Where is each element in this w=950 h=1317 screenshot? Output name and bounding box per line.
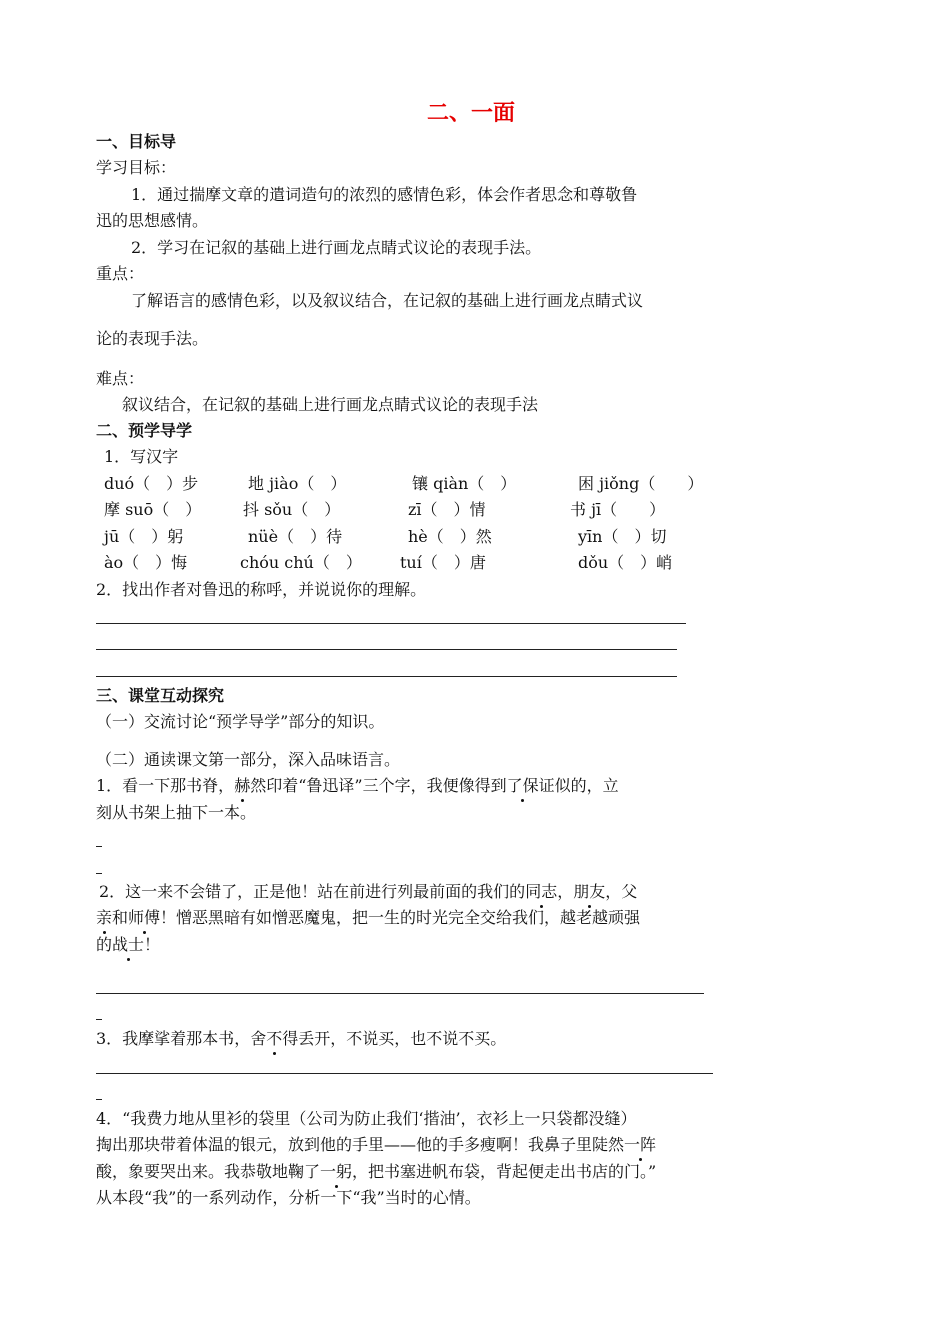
pinyin-cell: nüè（ ）待	[248, 527, 343, 546]
q4-text: 酸，象要哭出来。我恭敬地鞠了	[96, 1162, 321, 1181]
answer-blank[interactable]	[96, 873, 102, 874]
goal1-line1: 1．通过揣摩文章的遣词造句的浓烈的感情色彩，体会作者思念和尊敬鲁	[131, 185, 638, 204]
emphasis-mark: 赫	[234, 776, 251, 795]
section3-heading: 三、课堂互动探究	[96, 686, 225, 705]
emphasis-mark: 师傅	[128, 908, 161, 927]
q4-line1: 4．“我费力地从里衫的袋里（公司为防止我们‘揩油’，衣衫上一只袋都没缝）	[96, 1109, 637, 1128]
q2-text: ！憎恶黑暗有如憎恶魔鬼，把一生的时光完全交给我们，越老越顽强	[160, 908, 641, 927]
key-line1: 了解语言的感情色彩，以及叙议结合，在记叙的基础上进行画龙点睛式议	[131, 291, 644, 310]
emphasis-mark: 同志	[525, 882, 558, 901]
answer-line[interactable]	[96, 993, 704, 994]
q3-line	[96, 1029, 506, 1049]
q2-text: 的	[96, 935, 113, 954]
q4-text: 掏出那块带着体温的银元，放到他的手里——他的手多瘦啊！我鼻子里陡然	[96, 1135, 625, 1154]
answer-line[interactable]	[96, 676, 677, 677]
q1-text: 1．看一下那书脊，	[96, 776, 235, 795]
emphasis-mark: 朋友	[573, 882, 606, 901]
page-title: 二、一面	[427, 101, 516, 126]
q4-line4: 从本段“我”的一系列动作，分析一下“我”当时的心情。	[96, 1188, 481, 1207]
pinyin-cell: yīn（ ）切	[578, 527, 667, 546]
answer-blank[interactable]	[96, 1019, 102, 1020]
answer-line[interactable]	[96, 1073, 713, 1074]
q1-line1	[96, 776, 619, 796]
q3-text: 丢开，不说买，也不说不买。	[298, 1029, 507, 1048]
q2-line1	[99, 882, 637, 902]
pinyin-cell: 镶 qiàn（ ）	[412, 474, 517, 493]
emphasis-mark: 舍不得	[250, 1029, 299, 1048]
q1-line2: 刻从书架上抽下一本。	[96, 803, 257, 822]
q2-line3	[96, 935, 160, 955]
emphasis-mark: 一躬	[320, 1162, 353, 1181]
pinyin-cell: ào（ ）悔	[104, 553, 188, 572]
q4-line3	[96, 1162, 656, 1182]
emphasis-mark: 像得到了保证似的	[458, 776, 587, 795]
pinyin-cell: jū（ ）躬	[104, 527, 184, 546]
pinyin-cell: dǒu（ ）峭	[578, 553, 673, 572]
q1-text: 然印着“鲁迅译”三个字，我便	[250, 776, 459, 795]
pinyin-cell: tuí（ ）唐	[400, 553, 486, 572]
q2-text: ，父	[605, 882, 638, 901]
part1: （一）交流讨论“预学导学”部分的知识。	[96, 712, 385, 731]
q2-text: 2．这一来不会错了，正是他！站在前进行列最前面的我们的	[99, 882, 526, 901]
goals-label: 学习目标：	[96, 158, 177, 177]
q2-line2	[96, 908, 640, 928]
q3-text: 3．我摩挲着那本书	[96, 1029, 235, 1048]
pinyin-cell: zī（ ）情	[408, 500, 486, 519]
q4-line2	[96, 1135, 656, 1155]
part2: （二）通读课文第一部分，深入品味语言。	[96, 750, 401, 769]
q2-text: ，	[557, 882, 574, 901]
key-label: 重点：	[96, 264, 145, 283]
answer-line[interactable]	[96, 623, 686, 624]
difficulty-label: 难点：	[96, 369, 145, 388]
pinyin-cell: 书 jī（ ）	[570, 500, 666, 519]
q4-text: ，把书塞进帆布袋，背起便走出书店的门。”	[352, 1162, 657, 1181]
emphasis-mark: 亲	[96, 908, 113, 927]
goal1-line2: 迅的思想感情。	[96, 211, 209, 230]
q2-text: ！	[144, 935, 161, 954]
q1-text: ，立	[586, 776, 619, 795]
goal2: 2．学习在记叙的基础上进行画龙点睛式议论的表现手法。	[131, 238, 542, 257]
pinyin-cell: 抖 sǒu（ ）	[243, 500, 341, 519]
pinyin-cell: 摩 suō（ ）	[104, 500, 202, 519]
emphasis-mark: 战士	[112, 935, 145, 954]
pinyin-cell: hè（ ）然	[408, 527, 492, 546]
key-line2: 论的表现手法。	[96, 329, 209, 348]
answer-line[interactable]	[96, 649, 677, 650]
pinyin-cell: 地 jiào（ ）	[248, 474, 347, 493]
difficulty-text: 叙议结合，在记叙的基础上进行画龙点睛式议论的表现手法	[122, 395, 539, 414]
pinyin-cell: chóu chú（ ）	[240, 553, 362, 572]
answer-blank[interactable]	[96, 1099, 102, 1100]
answer-blank[interactable]	[96, 846, 102, 847]
section1-heading: 一、目标导	[96, 132, 177, 151]
section2-heading: 二、预学导学	[96, 421, 193, 440]
emphasis-mark: 一阵	[624, 1135, 657, 1154]
q2-text: 和	[112, 908, 129, 927]
pinyin-cell: duó（ ）步	[104, 474, 199, 493]
pinyin-cell: 困 jiǒng（ ）	[578, 474, 704, 493]
q1-label: 1．写汉字	[104, 447, 179, 466]
q3-text: ，	[234, 1029, 251, 1048]
q2-prompt: 2．找出作者对鲁迅的称呼，并说说你的理解。	[96, 580, 427, 599]
